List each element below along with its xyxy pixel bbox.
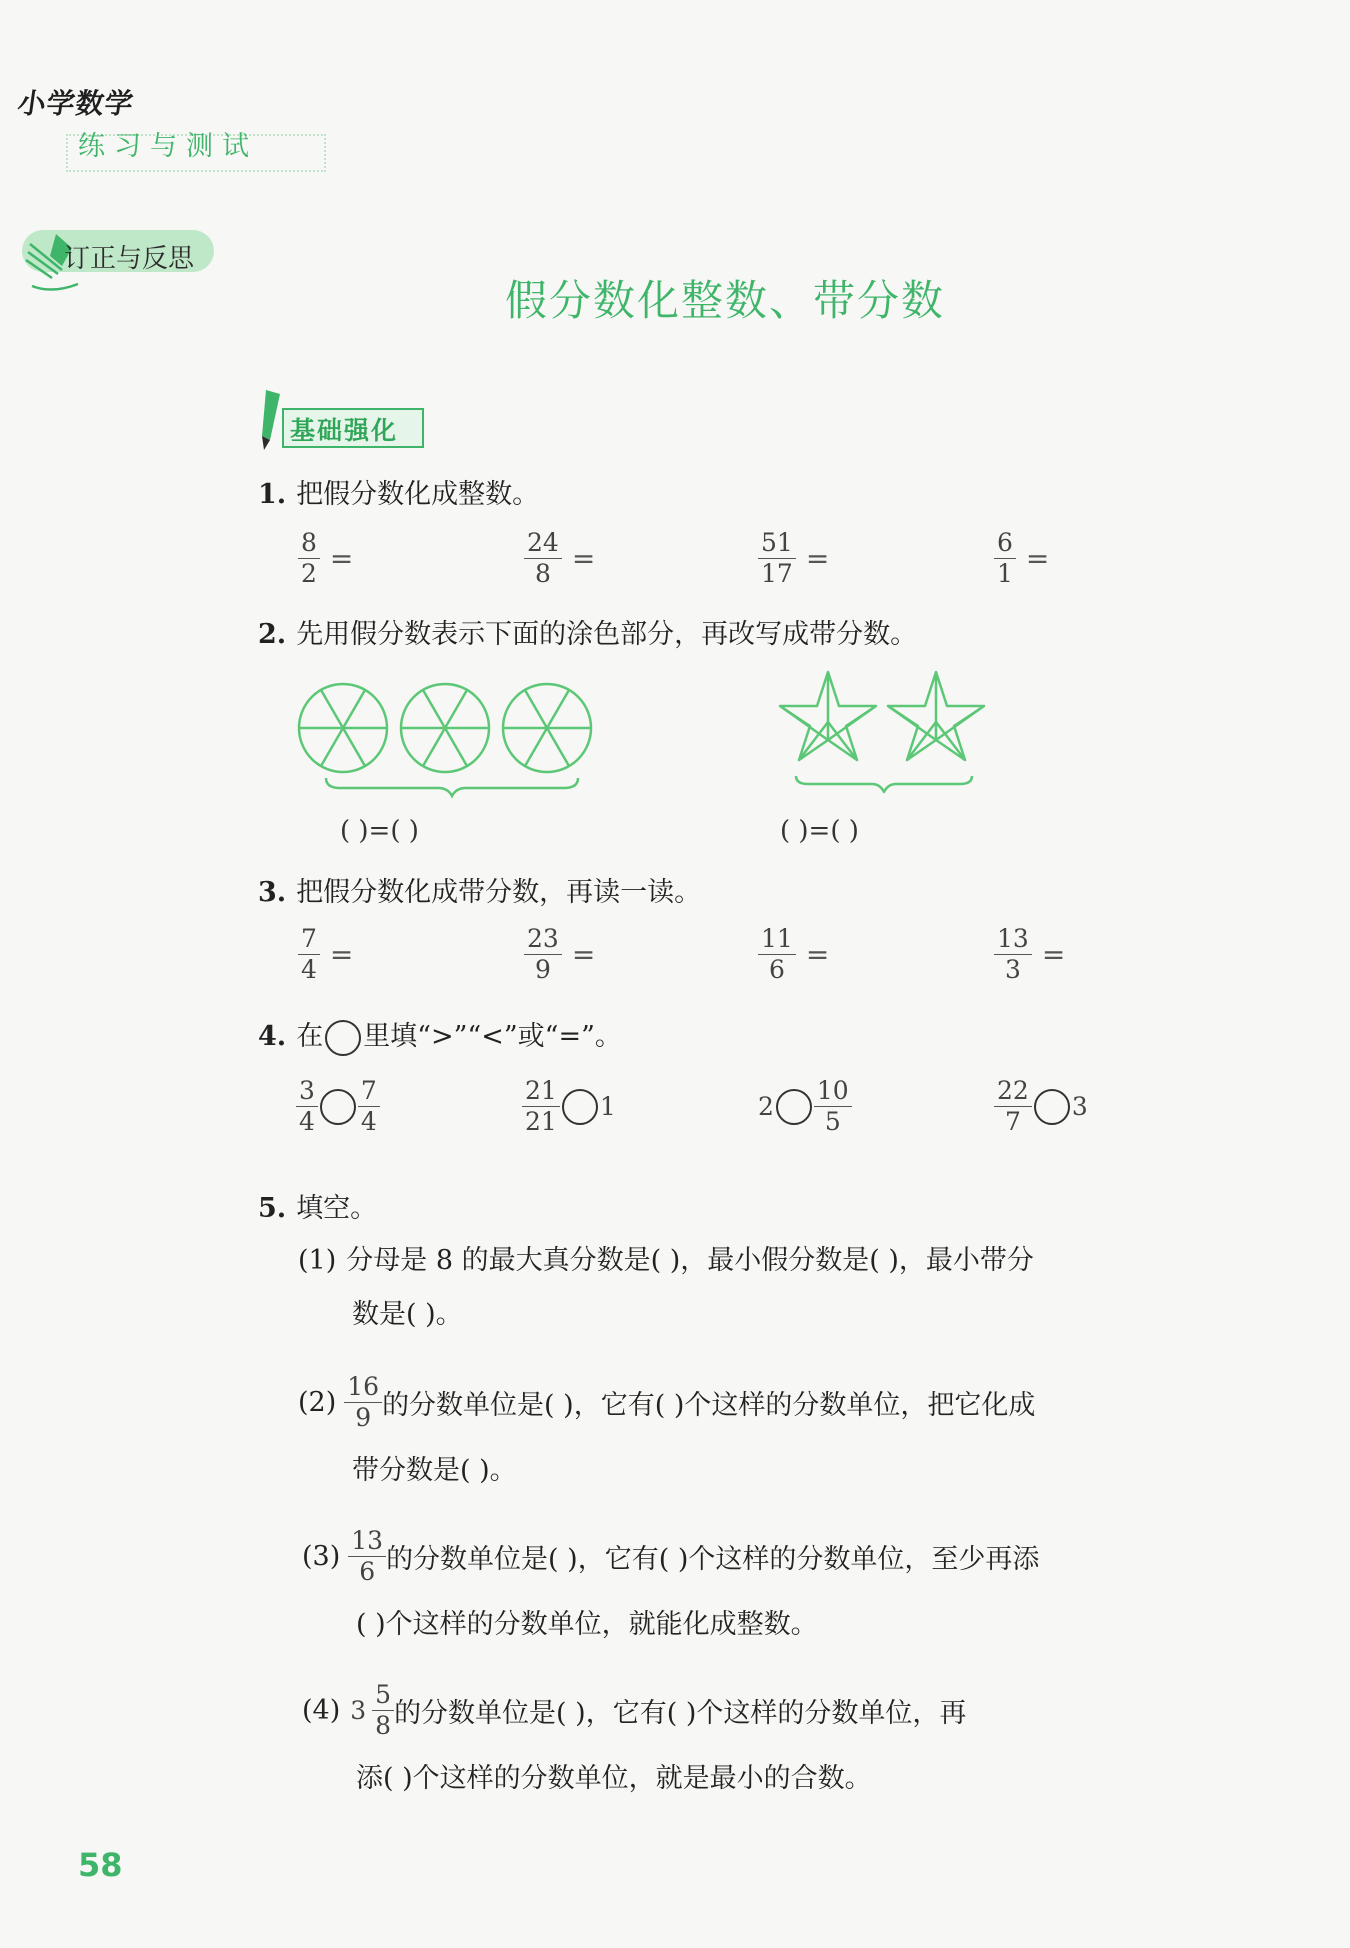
sub-question-1-cont: 数是( )。: [352, 1299, 463, 1330]
compare-item: [296, 1076, 380, 1137]
fraction: $\frac{13}{3}$: [994, 924, 1032, 985]
q1-item: $\frac{24}{8}$ =: [524, 528, 595, 589]
question-number: 4.: [258, 1021, 287, 1052]
sub-question-3-cont: ( )个这样的分数单位，就能化成整数。: [356, 1609, 818, 1640]
question-5: [258, 1186, 377, 1225]
question-1: [258, 472, 539, 511]
compare-circle[interactable]: [562, 1089, 598, 1125]
fraction: $\frac{23}{9}$: [524, 924, 562, 985]
fraction: $\frac{11}{6}$: [758, 924, 796, 985]
q1-item: $\frac{51}{17}$ =: [758, 528, 829, 589]
fraction: $\frac{6}{1}$: [994, 528, 1016, 589]
sub-question-2-cont: 带分数是( )。: [352, 1455, 517, 1486]
question-2: [258, 612, 917, 651]
question-prompt: 先用假分数表示下面的涂色部分，再改写成带分数。: [296, 619, 918, 650]
q3-item: $\frac{11}{6}$ =: [758, 924, 829, 985]
compare-circle-icon: [325, 1020, 361, 1056]
question-4: 4. 在 里填“>”“<”或“=”。: [258, 1014, 622, 1056]
stars-figure: [772, 664, 1002, 800]
compare-circle[interactable]: [1034, 1089, 1070, 1125]
q1-item: $\frac{8}{2}$ =: [298, 528, 353, 589]
fraction: $\frac{8}{2}$: [298, 528, 320, 589]
sub-question-4-cont: 添( )个这样的分数单位，就是最小的合数。: [356, 1763, 872, 1794]
question-prompt: 填空。: [296, 1193, 378, 1224]
compare-item: 2 $\frac{10}{5}$: [758, 1076, 852, 1137]
fraction: $\frac{13}{6}$: [348, 1526, 386, 1587]
fraction: $\frac{5}{8}$: [372, 1680, 394, 1741]
compare-circle[interactable]: [320, 1089, 356, 1125]
compare-item: $\frac{21}{21}$ 1: [522, 1076, 616, 1137]
fraction: $\frac{24}{8}$: [524, 528, 562, 589]
question-number: 3.: [258, 877, 287, 908]
answer-blank[interactable]: ( )=( ): [780, 816, 859, 846]
fraction: $\frac{10}{5}$: [814, 1076, 852, 1137]
series-subtitle: 练习与测试: [78, 131, 258, 162]
sub-question-1: (1) 分母是 8 的最大真分数是( )，最小假分数是( )，最小带分: [298, 1245, 1034, 1276]
q3-item: $\frac{7}{4}$ =: [298, 924, 353, 985]
q3-item: $\frac{13}{3}$ =: [994, 924, 1065, 985]
sub-question-3: (3) $\frac{13}{6}$ 的分数单位是( )，它有( )个这样的分数单位，至少再添: [302, 1526, 1040, 1586]
sub-question-2: (2) $\frac{16}{9}$ 的分数单位是( )，它有( )个这样的分数单位，把它化成: [298, 1372, 1036, 1432]
fraction: $\frac{21}{21}$: [522, 1076, 560, 1137]
question-number: 2.: [258, 619, 287, 650]
series-title: 小学数学: [15, 87, 137, 120]
circles-figure: [290, 674, 610, 800]
question-prompt: 把假分数化成带分数，再读一读。: [296, 877, 702, 908]
fraction: $\frac{22}{7}$: [994, 1076, 1032, 1137]
fraction: $\frac{16}{9}$: [344, 1372, 382, 1433]
question-prompt: 把假分数化成整数。: [296, 479, 540, 510]
question-number: 1.: [258, 479, 287, 510]
answer-blank[interactable]: ( )=( ): [340, 816, 419, 846]
question-3: [258, 870, 701, 909]
fraction: $\frac{7}{4}$: [358, 1076, 380, 1137]
sub-question-4: (4) 3 $\frac{5}{8}$ 的分数单位是( )，它有( )个这样的分数单位，再: [302, 1680, 967, 1740]
fraction: $\frac{3}{4}$: [296, 1076, 318, 1137]
q1-item: $\frac{6}{1}$ =: [994, 528, 1049, 589]
compare-circle[interactable]: [776, 1089, 812, 1125]
section-label: 基础强化: [290, 416, 399, 445]
fraction: $\frac{7}{4}$: [298, 924, 320, 985]
page-title: 假分数化整数、带分数: [504, 276, 945, 325]
correction-label: 订正与反思: [64, 244, 195, 274]
question-number: 5.: [258, 1193, 287, 1224]
q3-item: $\frac{23}{9}$ =: [524, 924, 595, 985]
fraction: $\frac{51}{17}$: [758, 528, 796, 589]
compare-item: $\frac{22}{7}$ 3: [994, 1076, 1088, 1137]
page-number: 58: [78, 1846, 123, 1884]
